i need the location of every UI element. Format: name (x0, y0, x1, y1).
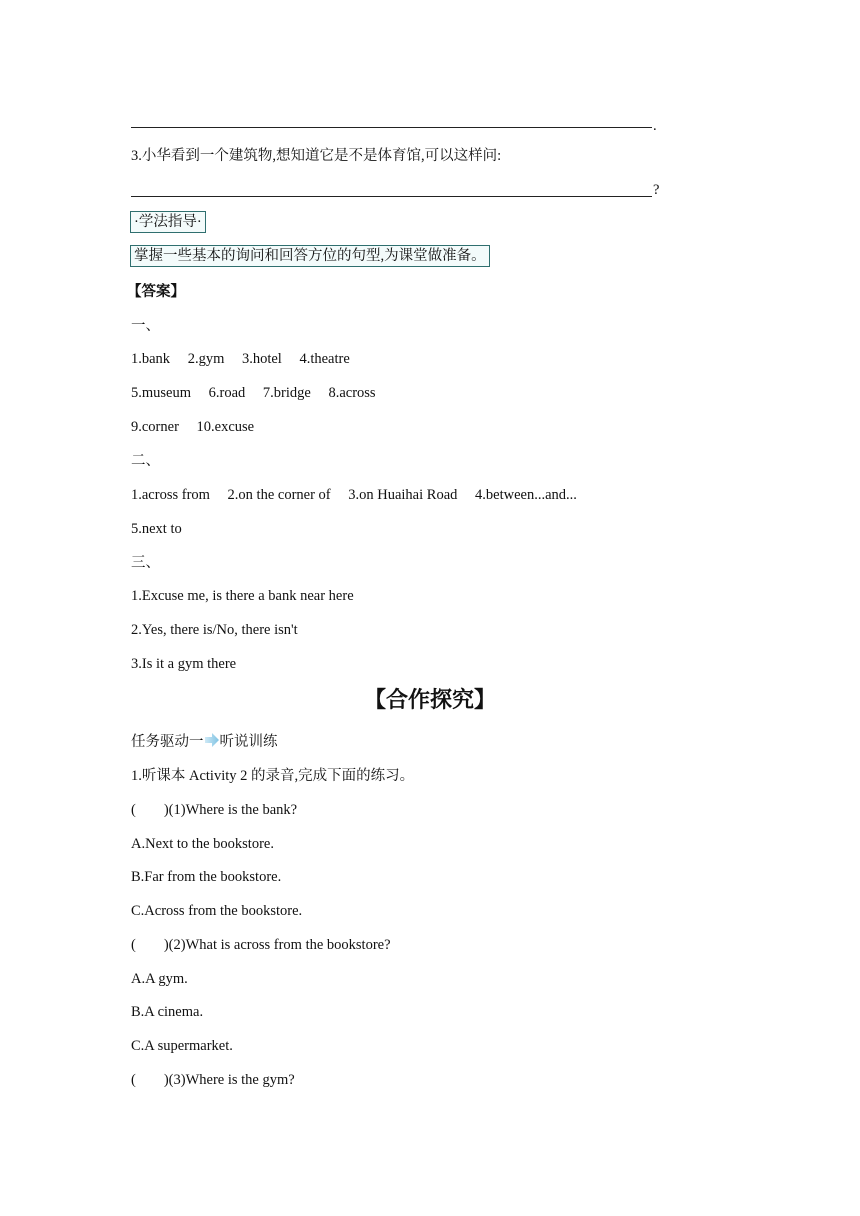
answer-item: 2.gym (187, 351, 225, 367)
q1-option-c: C.Across from the bookstore. (131, 903, 303, 919)
answer-item: 5.museum (131, 385, 192, 401)
answer-item: 4.theatre (299, 351, 350, 367)
section-title-cooperation: 【合作探究】 (363, 688, 496, 713)
paren-open: ( (131, 1072, 136, 1088)
answer-item: 1.bank (131, 351, 171, 367)
answer-item: 5.next to (131, 521, 182, 537)
q2-option-b: B.A cinema. (131, 1004, 204, 1020)
answer-item: 4.between...and... (475, 487, 577, 503)
paren-open: ( (131, 802, 136, 818)
answer-heading: 【答案】 (127, 284, 185, 300)
answer-item: 7.bridge (262, 385, 311, 401)
answer-item: 3.hotel (241, 351, 282, 367)
part3-heading: 三、 (131, 555, 160, 571)
answer-item: 2.on the corner of (227, 487, 331, 503)
part1-row-2 (131, 383, 376, 403)
answer-item: 6.road (208, 385, 246, 401)
study-guide-label: ·学法指导· (130, 211, 206, 233)
part2-row-1 (131, 485, 577, 505)
paren-open: ( (131, 937, 136, 953)
answer-item: 3.on Huaihai Road (348, 487, 458, 503)
answer-blank-end-question-mark: ? (653, 182, 660, 198)
answer-blank-line-top (131, 127, 652, 128)
q1-option-b: B.Far from the bookstore. (131, 869, 282, 885)
part3-item-1: 1.Excuse me, is there a bank near here (131, 588, 354, 604)
question-text: )(1)Where is the bank? (163, 802, 298, 818)
question-text: )(2)What is across from the bookstore? (163, 937, 391, 953)
part1-heading: 一、 (131, 318, 160, 334)
answer-item: 9.corner (131, 419, 179, 435)
part3-item-3: 3.Is it a gym there (131, 656, 237, 672)
answer-blank-line-q3 (131, 196, 652, 197)
part2-row-2 (131, 519, 182, 539)
part1-row-1 (131, 349, 350, 369)
study-guide-text: 掌握一些基本的询问和回答方位的句型,为课堂做准备。 (130, 245, 490, 267)
answer-item: 1.across from (131, 487, 210, 503)
q1-option-a: A.Next to the bookstore. (131, 836, 274, 852)
arrow-right-icon (205, 733, 219, 753)
answer-blank-end-period: . (653, 118, 657, 134)
part1-row-3 (131, 417, 254, 437)
task-driver-line (131, 732, 278, 753)
question-3-text: 3.小华看到一个建筑物,想知道它是不是体育馆,可以这样问: (131, 148, 502, 164)
task-label: 任务驱动一 (131, 734, 204, 750)
part2-heading: 二、 (131, 453, 160, 469)
q2-option-c: C.A supermarket. (131, 1038, 233, 1054)
answer-item: 10.excuse (196, 419, 255, 435)
listening-question-2 (131, 935, 391, 955)
listening-instruction: 1.听课本 Activity 2 的录音,完成下面的练习。 (131, 768, 415, 784)
listening-question-1 (131, 800, 297, 820)
part3-item-2: 2.Yes, there is/No, there isn't (131, 622, 298, 638)
listening-question-3 (131, 1070, 295, 1090)
q2-option-a: A.A gym. (131, 971, 188, 987)
task-title: 听说训练 (219, 734, 278, 750)
question-text: )(3)Where is the gym? (163, 1072, 295, 1088)
answer-item: 8.across (328, 385, 376, 401)
